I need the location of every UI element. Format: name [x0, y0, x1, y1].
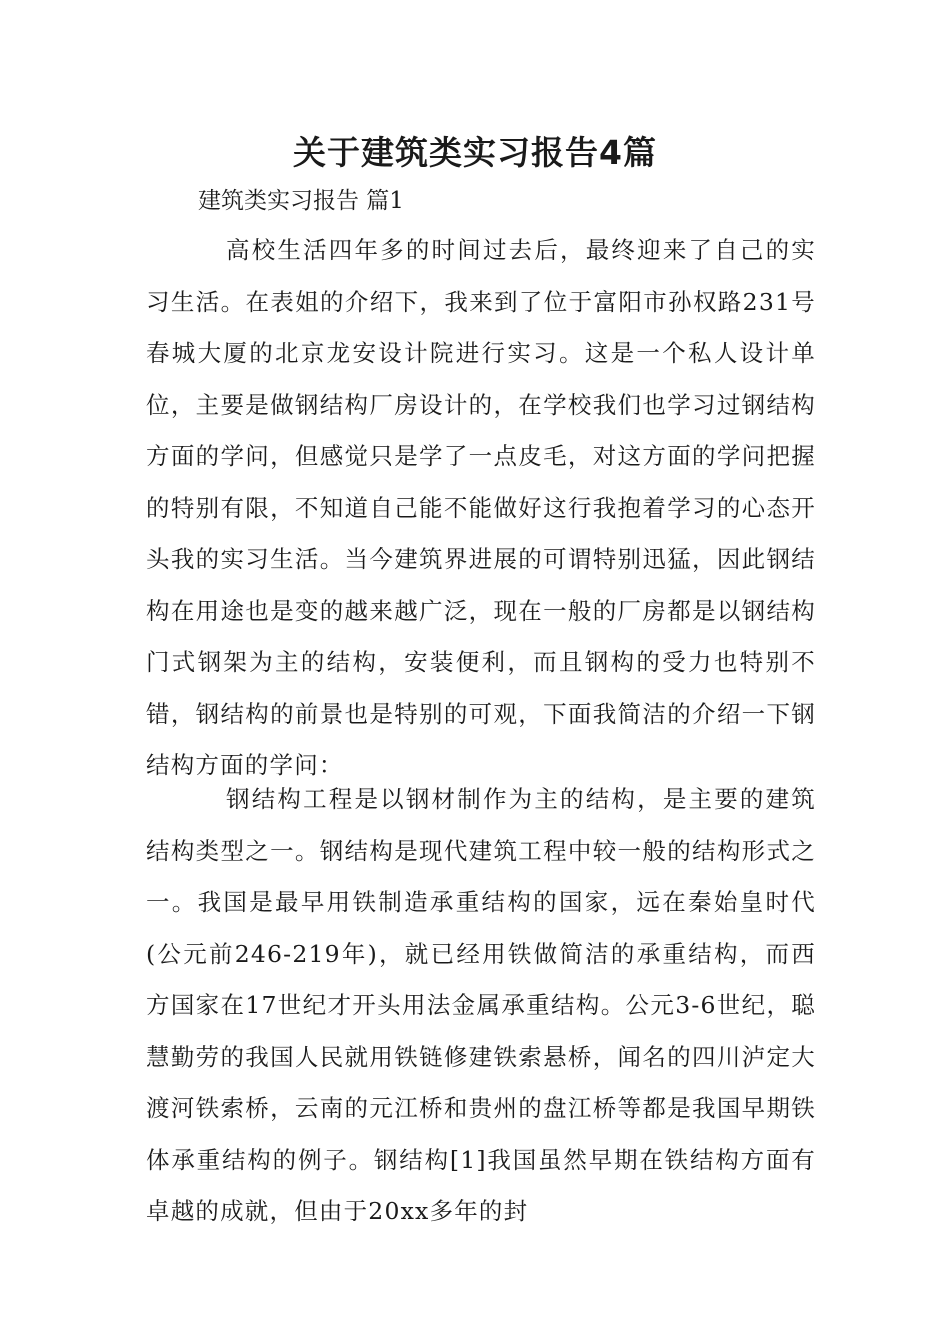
document-title: 关于建筑类实习报告4篇 — [293, 133, 657, 172]
body-paragraph-2: 钢结构工程是以钢材制作为主的结构，是主要的建筑结构类型之一。钢结构是现代建筑工程中较一般的结构形式之一。我国是最早用铁制造承重结构的国家，远在秦始皇时代(公元前246-219年)，就已经用铁做简洁的承重结构，而西方国家在17世纪才开头用法金属承重结构。公元3-6世纪，聪慧勤劳的我国人民就用铁链修建铁索悬桥，闻名的四川泸定大渡河铁索桥，云南的元江桥和贵州的盘江桥等都是我国早期铁体承重结构的例子。钢结构[1]我国虽然早期在铁结构方面有卓越的成就，但由于20xx多年的封 — [146, 785, 816, 1225]
section-heading: 建筑类实习报告 篇1 — [198, 188, 404, 214]
body-paragraph-1: 高校生活四年多的时间过去后，最终迎来了自己的实习生活。在表姐的介绍下，我来到了位于富阳市孙权路231号春城大厦的北京龙安设计院进行实习。这是一个私人设计单位，主要是做钢结构厂房设计的，在学校我们也学习过钢结构方面的学问，但感觉只是学了一点皮毛，对这方面的学问把握的特别有限，不知道自己能不能做好这行我抱着学习的心态开头我的实习生活。当今建筑界进展的可谓特别迅猛，因此钢结构在用途也是变的越来越广泛，现在一般的厂房都是以钢结构门式钢架为主的结构，安装便利，而且钢构的受力也特别不错，钢结构的前景也是特别的可观，下面我简洁的介绍一下钢结构方面的学问： — [146, 236, 816, 779]
